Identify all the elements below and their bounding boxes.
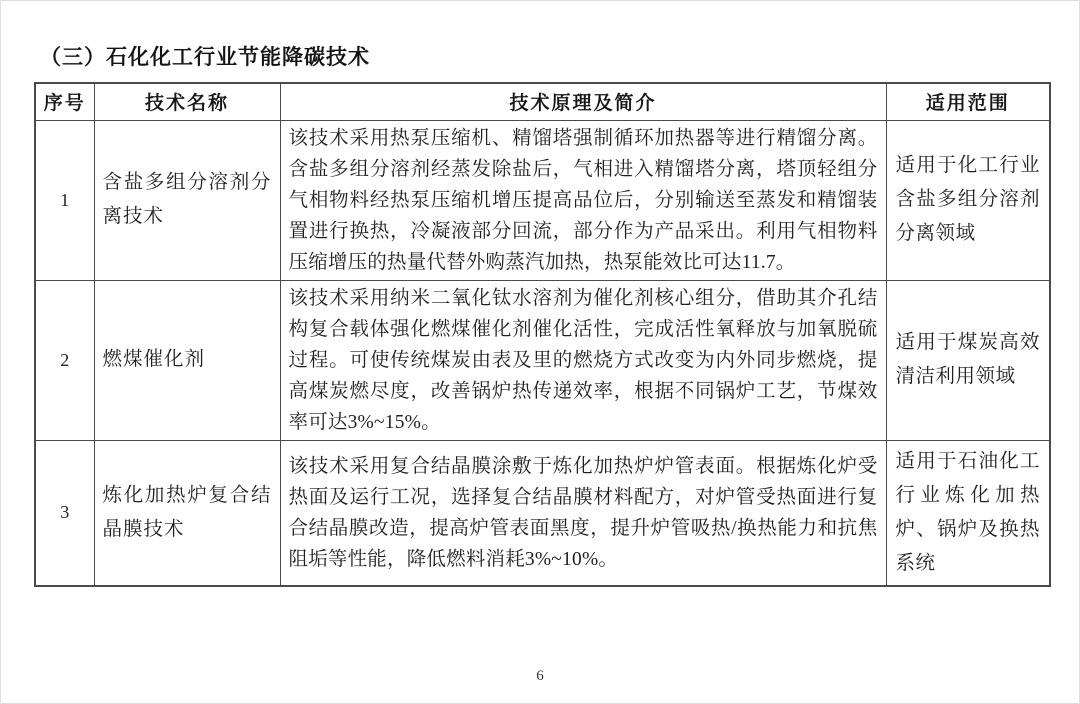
tech-description: 该技术采用复合结晶膜涂敷于炼化加热炉炉管表面。根据炼化炉受热面及运行工况，选择复合结晶膜材料配方，对炉管受热面进行复合结晶膜改造，提高炉管表面黑度，提升炉管吸热/换热能力和抗焦阻垢等性能，降低燃料消耗3%~10%。 (280, 440, 886, 586)
row-index: 2 (35, 280, 94, 440)
tech-name: 含盐多组分溶剂分离技术 (94, 120, 280, 280)
row-index: 3 (35, 440, 94, 586)
tech-description: 该技术采用纳米二氧化钛水溶剂为催化剂核心组分，借助其介孔结构复合载体强化燃煤催化剂催化活性，完成活性氧释放与加氧脱硫过程。可使传统煤炭由表及里的燃烧方式改变为内外同步燃烧，提高煤炭燃尽度，改善锅炉热传递效率，根据不同锅炉工艺，节煤效率可达3%~15%。 (280, 280, 886, 440)
table-row (35, 280, 1050, 440)
header-tech-name: 技术名称 (94, 83, 280, 120)
header-index: 序号 (35, 83, 94, 120)
row-index: 1 (35, 120, 94, 280)
table-row (35, 120, 1050, 280)
tech-name: 炼化加热炉复合结晶膜技术 (94, 440, 280, 586)
table-row (35, 440, 1050, 586)
page-number: 6 (536, 668, 544, 684)
technology-table (34, 82, 1051, 587)
tech-name: 燃煤催化剂 (94, 280, 280, 440)
table-header-row (35, 83, 1050, 120)
header-scope: 适用范围 (886, 83, 1050, 120)
tech-scope: 适用于石油化工行业炼化加热炉、锅炉及换热系统 (886, 440, 1050, 586)
section-title: （三）石化化工行业节能降碳技术 (40, 45, 370, 69)
tech-scope: 适用于化工行业含盐多组分溶剂分离领域 (886, 120, 1050, 280)
header-tech-principle: 技术原理及简介 (280, 83, 886, 120)
tech-description: 该技术采用热泵压缩机、精馏塔强制循环加热器等进行精馏分离。含盐多组分溶剂经蒸发除盐后，气相进入精馏塔分离，塔顶轻组分气相物料经热泵压缩机增压提高品位后，分别输送至蒸发和精馏装置进行换热，冷凝液部分回流，部分作为产品采出。利用气相物料压缩增压的热量代替外购蒸汽加热，热泵能效比可达11.7。 (280, 120, 886, 280)
document-page (1, 1, 1079, 684)
tech-scope: 适用于煤炭高效清洁利用领域 (886, 280, 1050, 440)
